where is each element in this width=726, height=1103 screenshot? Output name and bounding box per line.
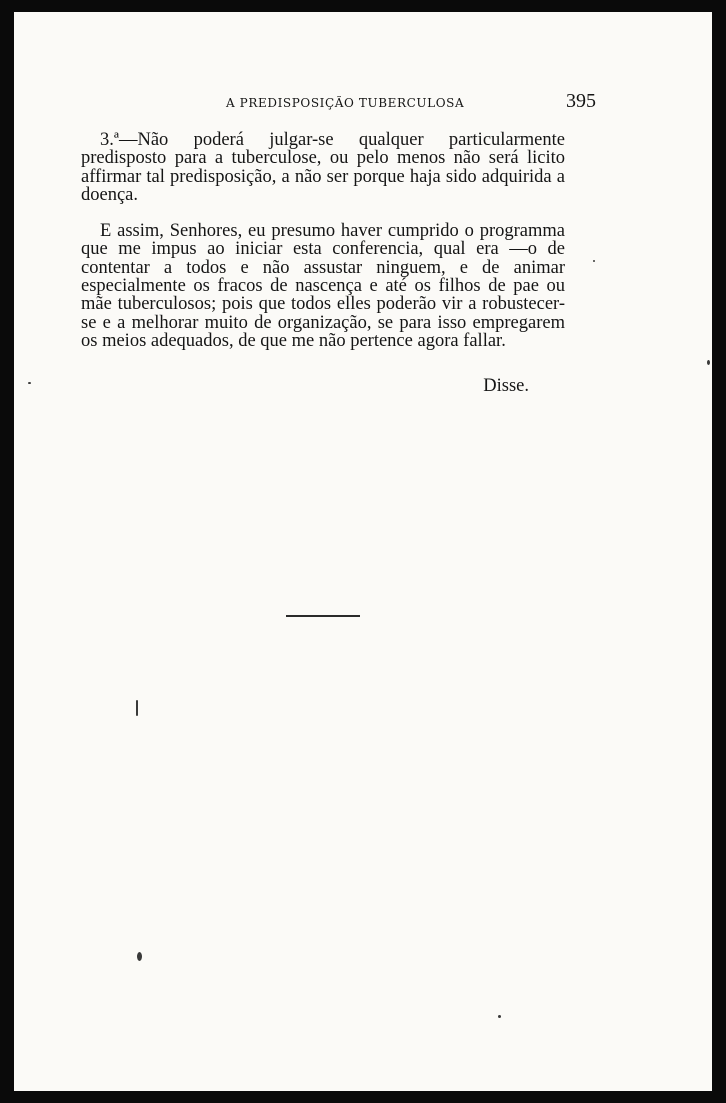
book-page [14,12,712,1091]
section-end-rule [286,615,360,617]
scan-speck [498,1015,501,1018]
scan-speck [136,700,138,716]
running-header: A PREDISPOSIÇÃO TUBERCULOSA [226,96,465,110]
page-number: 395 [566,90,596,112]
signoff: Disse. [483,376,529,396]
scan-speck [137,952,142,961]
scan-speck [593,260,595,262]
paragraph-closing-remarks: E assim, Senhores, eu presumo haver cumprido o programma que me impus ao iniciar esta conferencia, qual era —o de contentar a todos e não assustar ninguem, e de animar especialmente os fracos de nascença e até os filhos de pae ou mãe tuberculosos; pois que todos elles poderão vir a robustecer-se e a melhorar muito de organização, se para isso empregarem os meios adequados, de que me não pertence agora fallar. [81,221,565,351]
paragraph-conclusion-point-3: 3.ª—Não poderá julgar-se qualquer particularmente predisposto para a tuberculose, ou pelo menos não será licito affirmar tal predisposição, a não ser porque haja sido adquirida a doença. [81,130,565,205]
scan-speck [28,382,31,384]
scan-speck [707,360,710,365]
page-body [81,131,565,350]
